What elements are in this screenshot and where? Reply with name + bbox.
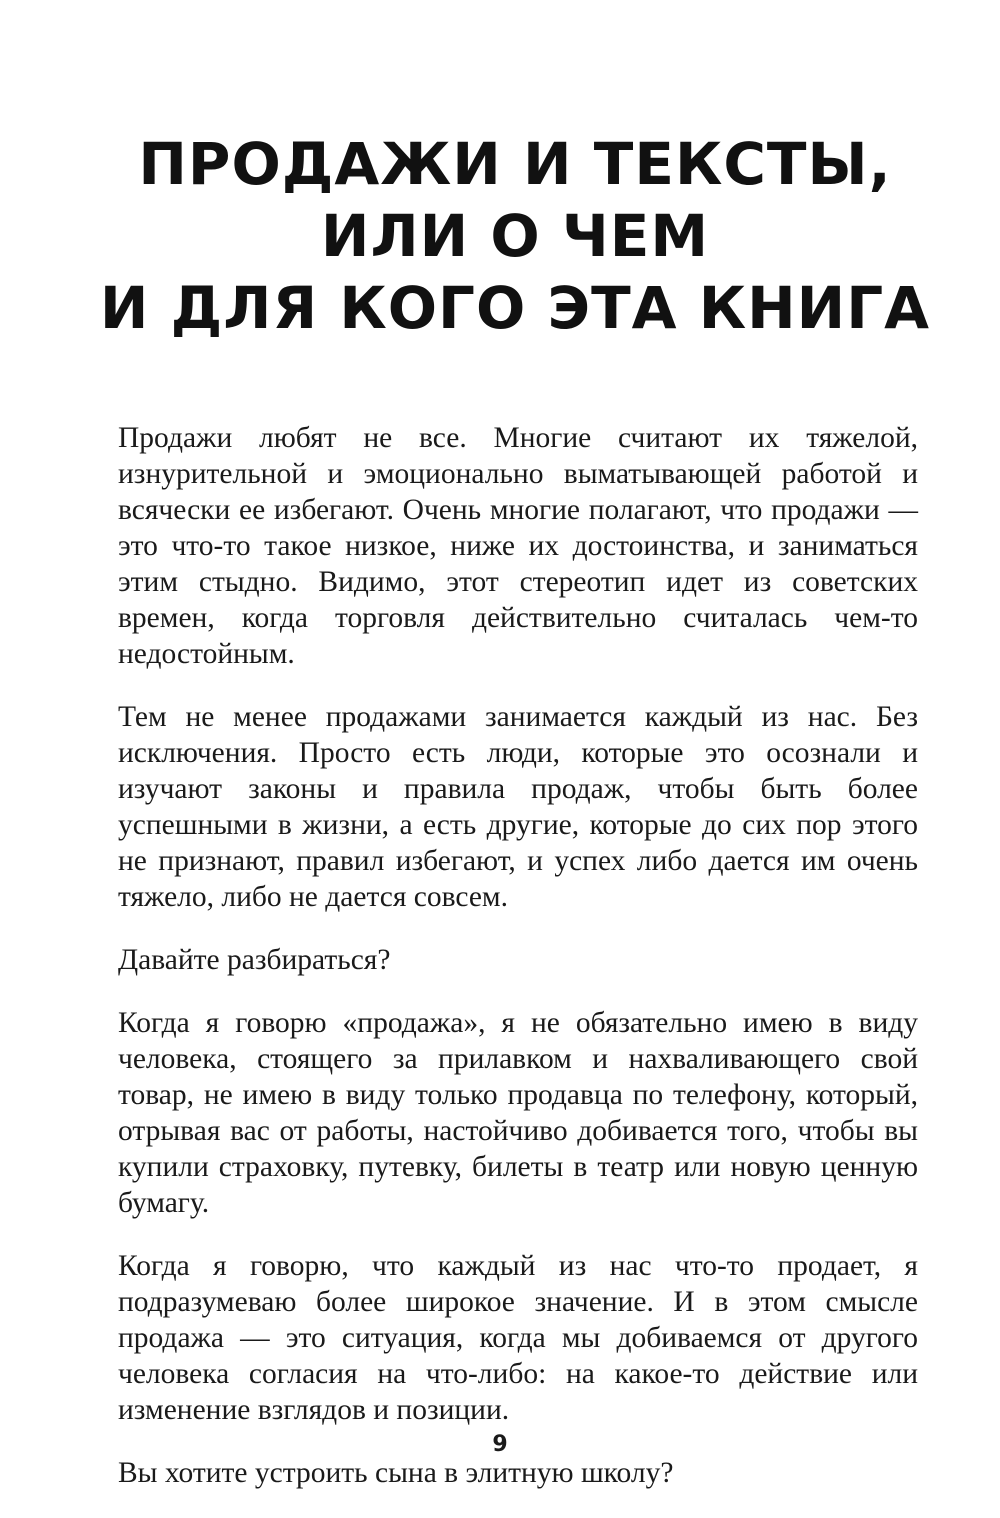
body-text [118, 420, 918, 1518]
chapter-title [90, 128, 940, 344]
paragraph: Когда я говорю, что каждый из нас что-то продает, я подразумеваю более широкое значение. И в этом смысле продажа — это ситуация, когда мы добиваемся от другого человека согласия на что-либо: на какое-то действие или изменение взглядов и позиции. [118, 1250, 918, 1426]
paragraph: Давайте разбираться? [118, 944, 391, 976]
paragraph: Когда я говорю «продажа», я не обязательно имею в виду человека, стоящего за прилавком и нахваливающего свой товар, не имею в виду только продавца по телефону, который, отрывая вас от работы, настойчиво добивается того, чтобы вы купили страховку, путевку, билеты в театр или новую ценную бумагу. [118, 1007, 918, 1219]
paragraph: Тем не менее продажами занимается каждый из нас. Без исключения. Просто есть люди, которые это осознали и изучают законы и правила продаж, чтобы быть более успешными в жизни, а есть другие, которые до сих пор этого не признают, правил избегают, и успех либо дается им очень тяжело, либо не дается совсем. [118, 701, 918, 913]
chapter-title-line: ИЛИ О ЧЕМ [320, 202, 710, 270]
chapter-title-line: ПРОДАЖИ И ТЕКСТЫ, [138, 130, 892, 198]
chapter-title-line: И ДЛЯ КОГО ЭТА КНИГА [99, 274, 931, 342]
page-number: 9 [492, 1432, 508, 1457]
paragraph: Вы хотите устроить сына в элитную школу? [118, 1457, 674, 1489]
paragraph: Продажи любят не все. Многие считают их тяжелой, изнурительной и эмоционально выматывающей работой и всячески ее избегают. Очень многие полагают, что продажи — это что-то такое низкое, ниже их достоинства, и заниматься этим стыдно. Видимо, этот стереотип идет из советских времен, когда торговля действительно считалась чем-то недостойным. [118, 422, 918, 670]
